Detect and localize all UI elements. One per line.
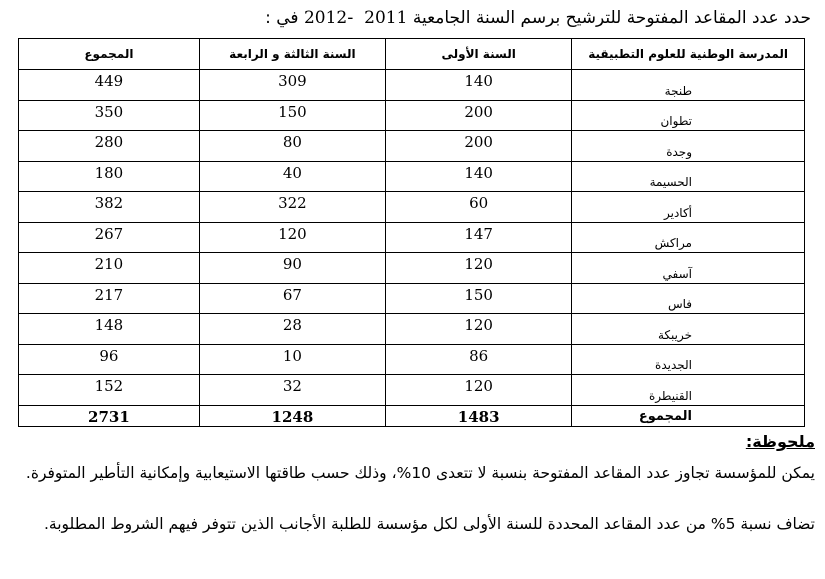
heading-year-start: 2011 (364, 8, 408, 28)
page-heading (14, 6, 811, 30)
total-seats: 449 (19, 70, 200, 101)
table-row (19, 344, 805, 375)
first-year-seats: 140 (386, 70, 572, 101)
heading-text-after: في : (265, 8, 299, 28)
third-fourth-year-seats: 309 (199, 70, 385, 101)
first-year-seats: 120 (386, 253, 572, 284)
first-year-seats: 120 (386, 314, 572, 345)
third-fourth-year-seats: 10 (199, 344, 385, 375)
school-name: مراكش (572, 222, 805, 253)
table-row (19, 222, 805, 253)
table-header-row (19, 39, 805, 70)
table-row (19, 283, 805, 314)
school-name: فاس (572, 283, 805, 314)
third-fourth-year-seats: 322 (199, 192, 385, 223)
third-fourth-year-seats: 40 (199, 161, 385, 192)
first-year-seats: 86 (386, 344, 572, 375)
school-name: آسفي (572, 253, 805, 284)
third-fourth-year-seats: 80 (199, 131, 385, 162)
header-school: المدرسة الوطنية للعلوم التطبيقية (572, 39, 805, 70)
third-fourth-year-seats: 28 (199, 314, 385, 345)
table-row (19, 131, 805, 162)
table-row (19, 253, 805, 284)
note-paragraph-2: تضاف نسبة 5% من عدد المقاعد المحددة للسنة الأولى لكل مؤسسة للطلبة الأجانب الذين تتوفر فيهم الشروط المطلوبة. (44, 515, 815, 533)
third-fourth-year-seats: 67 (199, 283, 385, 314)
table-row (19, 100, 805, 131)
total-seats: 180 (19, 161, 200, 192)
note-paragraph-1: يمكن للمؤسسة تجاوز عدد المقاعد المفتوحة بنسبة لا تتعدى 10%، وذلك حسب طاقتها الاستيعابية وإمكانية التأطير المتوفرة. (25, 464, 815, 482)
total-third-fourth-year: 1248 (199, 406, 385, 427)
first-year-seats: 150 (386, 283, 572, 314)
school-name: القنيطرة (572, 375, 805, 406)
total-seats: 382 (19, 192, 200, 223)
school-name: أكادير (572, 192, 805, 223)
table-row (19, 161, 805, 192)
header-third-fourth-year: السنة الثالثة و الرابعة (199, 39, 385, 70)
first-year-seats: 140 (386, 161, 572, 192)
third-fourth-year-seats: 120 (199, 222, 385, 253)
total-first-year: 1483 (386, 406, 572, 427)
third-fourth-year-seats: 150 (199, 100, 385, 131)
first-year-seats: 60 (386, 192, 572, 223)
school-name: وجدة (572, 131, 805, 162)
third-fourth-year-seats: 32 (199, 375, 385, 406)
heading-year-end: 2012 (303, 8, 348, 28)
school-name: الجديدة (572, 344, 805, 375)
header-total: المجموع (19, 39, 200, 70)
total-seats: 148 (19, 314, 200, 345)
first-year-seats: 147 (386, 222, 572, 253)
school-name: طنجة (572, 70, 805, 101)
school-name: الحسيمة (572, 161, 805, 192)
heading-separator: - (347, 8, 354, 28)
third-fourth-year-seats: 90 (199, 253, 385, 284)
school-name: تطوان (572, 100, 805, 131)
table-row (19, 314, 805, 345)
total-seats: 280 (19, 131, 200, 162)
total-seats: 267 (19, 222, 200, 253)
heading-text-before: حدد عدد المقاعد المفتوحة للترشيح برسم السنة الجامعية (412, 8, 811, 28)
seats-table (18, 38, 805, 427)
table-row (19, 375, 805, 406)
table-row (19, 192, 805, 223)
table-body (19, 70, 805, 406)
header-first-year: السنة الأولى (386, 39, 572, 70)
school-name: خريبكة (572, 314, 805, 345)
total-seats: 152 (19, 375, 200, 406)
first-year-seats: 200 (386, 131, 572, 162)
table-total-row (19, 406, 805, 427)
total-overall: 2731 (19, 406, 200, 427)
total-seats: 96 (19, 344, 200, 375)
first-year-seats: 200 (386, 100, 572, 131)
total-seats: 210 (19, 253, 200, 284)
notes-title: ملحوظة: (745, 432, 815, 451)
table-row (19, 70, 805, 101)
total-seats: 217 (19, 283, 200, 314)
total-seats: 350 (19, 100, 200, 131)
first-year-seats: 120 (386, 375, 572, 406)
total-row-label: المجموع (572, 406, 805, 427)
